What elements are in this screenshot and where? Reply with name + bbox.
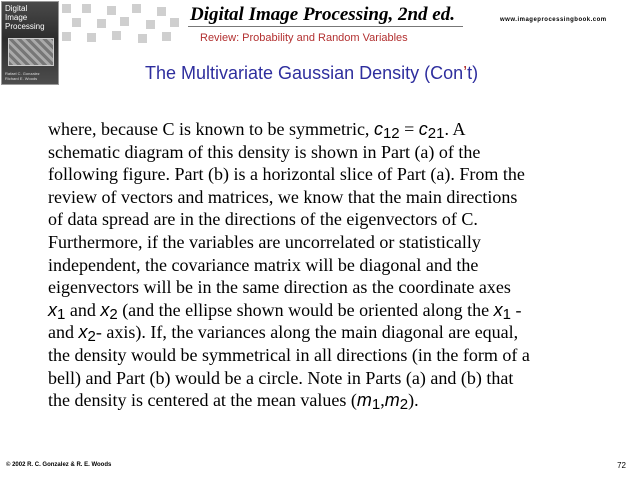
- body-text-segment: where, because: [48, 119, 163, 139]
- cover-author-line: Rafael C. Gonzalez: [5, 71, 40, 76]
- decorative-tile-mosaic: [62, 4, 180, 44]
- body-line: [48, 118, 628, 141]
- body-line: schematic diagram of this density is shown in Part (a) of the: [48, 141, 481, 162]
- body-text-segment: (and the ellipse shown would be oriented along the: [117, 299, 494, 320]
- decorative-tile: [72, 18, 81, 27]
- chapter-subtitle: Review: Probability and Random Variables: [200, 32, 408, 44]
- body-text-segment: -: [510, 299, 522, 320]
- body-line: eigenvectors will be in the same direction as the coordinate axes: [48, 277, 511, 298]
- body-text-segment: is known to be symmetric,: [174, 119, 374, 139]
- body-line: independent, the covariance matrix will be diagonal and the: [48, 254, 479, 275]
- body-line: [48, 299, 628, 322]
- body-line: [48, 321, 628, 344]
- decorative-tile: [146, 20, 155, 29]
- decorative-tile: [170, 18, 179, 27]
- cover-title-line: Image: [5, 13, 28, 22]
- decorative-tile: [82, 4, 91, 13]
- decorative-tile: [97, 19, 106, 28]
- body-text-segment: ,: [380, 390, 385, 411]
- body-text-segment: and: [48, 322, 79, 343]
- variable-x: x: [100, 299, 110, 320]
- body-paragraph: [48, 118, 628, 412]
- decorative-tile: [157, 7, 166, 16]
- body-line: of data spread are in the directions of the eigenvectors of C.: [48, 209, 478, 230]
- title-underline: [188, 26, 463, 27]
- variable-x: x: [493, 299, 503, 320]
- subscript: 2: [399, 396, 409, 414]
- decorative-tile: [87, 33, 96, 42]
- subscript: 21: [427, 125, 445, 142]
- slide-title-apostrophe: ’: [463, 63, 468, 83]
- decorative-tile: [62, 32, 71, 41]
- book-title: Digital Image Processing, 2nd ed.: [190, 4, 455, 25]
- subscript: 1: [371, 396, 381, 414]
- decorative-tile: [120, 17, 129, 26]
- variable-m: m: [384, 390, 400, 411]
- decorative-tile: [112, 31, 121, 40]
- variable-m: m: [356, 390, 372, 411]
- decorative-tile: [132, 4, 141, 13]
- decorative-tile: [62, 4, 71, 13]
- body-text-segment: - axis). If, the variances along the main diagonal are equal,: [95, 322, 519, 343]
- subscript: 12: [382, 125, 400, 142]
- decorative-tile: [107, 6, 116, 15]
- body-line: following figure. Part (b) is a horizontal slice of Part (a). From the: [48, 164, 525, 185]
- cover-author-line: Richard E. Woods: [5, 76, 38, 81]
- variable-c: c: [373, 119, 383, 139]
- page-number: 72: [617, 461, 626, 470]
- cover-title-line: Processing: [5, 22, 45, 31]
- body-text-segment: the density is centered at the mean values (: [48, 390, 357, 411]
- body-text-segment: and: [65, 299, 101, 320]
- slide-title-end: t): [467, 63, 479, 83]
- variable-x: x: [78, 322, 88, 343]
- cover-title-line: Digital: [5, 4, 28, 13]
- website-url: www.imageprocessingbook.com: [500, 17, 607, 23]
- decorative-tile: [138, 34, 147, 43]
- subscript: 2: [109, 305, 118, 323]
- book-cover-image: [1, 1, 59, 85]
- subscript: 2: [87, 328, 96, 346]
- slide-title-main: The Multivariate Gaussian Density (Con: [145, 63, 464, 83]
- body-line: the density would be symmetrical in all directions (in the form of a: [48, 344, 530, 365]
- decorative-tile: [162, 32, 171, 41]
- cover-picture: [8, 38, 54, 66]
- body-line: review of vectors and matrices, we know that the main directions: [48, 186, 518, 207]
- equals-sign: =: [399, 119, 419, 139]
- subscript: 1: [502, 305, 511, 323]
- copyright-notice: © 2002 R. C. Gonzalez & R. E. Woods: [6, 462, 112, 468]
- body-line: bell) and Part (b) would be a circle. Note in Parts (a) and (b) that: [48, 367, 514, 388]
- cover-title: [5, 4, 45, 31]
- matrix-symbol-c: C: [162, 119, 175, 139]
- subscript: 1: [57, 305, 66, 323]
- cover-authors: [5, 71, 40, 81]
- body-text-segment: ).: [408, 390, 419, 411]
- body-text-segment: . A: [444, 119, 466, 139]
- slide-title: [145, 62, 478, 84]
- variable-c: c: [418, 119, 428, 139]
- variable-x: x: [48, 299, 57, 320]
- body-line: [48, 389, 628, 412]
- body-line: Furthermore, if the variables are uncorrelated or statistically: [48, 231, 481, 252]
